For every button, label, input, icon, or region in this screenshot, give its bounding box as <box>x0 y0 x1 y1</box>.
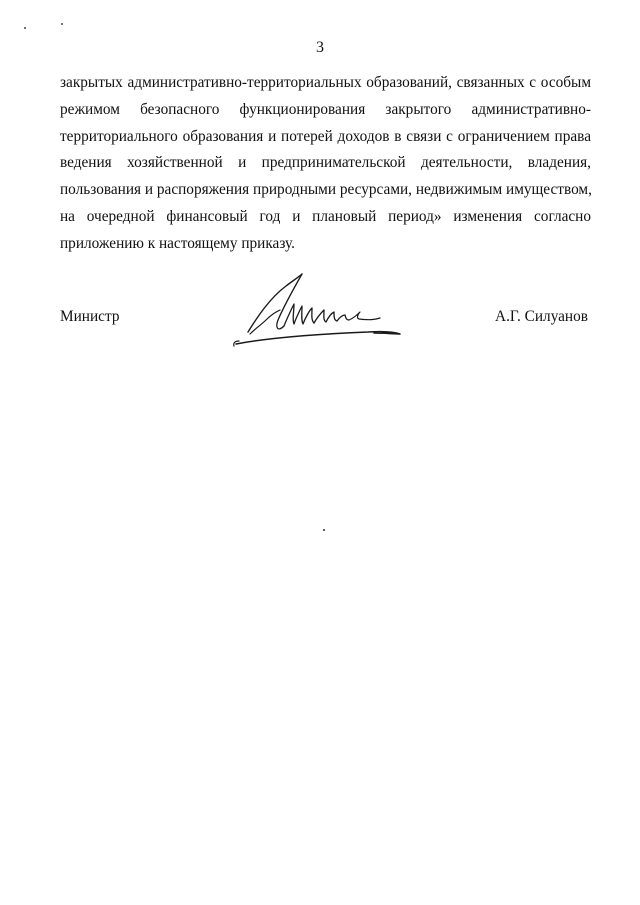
body-line: ведения хозяйственной и предпринимательской деятельности, владения, <box>60 154 591 172</box>
signatory-role: Министр <box>60 308 120 325</box>
body-line: закрытых административно-территориальных образований, связанных с особым <box>60 74 591 91</box>
body-line: территориального образования и потерей доходов в связи с ограничением права <box>60 127 591 145</box>
scan-speck <box>24 27 26 29</box>
body-line: пользования и распоряжения природными ресурсами, недвижимым имуществом, <box>60 181 592 199</box>
scan-speck <box>323 529 325 531</box>
body-paragraph <box>60 70 591 258</box>
body-line: режимом безопасного функционирования закрытого административно- <box>60 100 591 118</box>
signatory-name: А.Г. Силуанов <box>495 308 588 325</box>
scan-speck <box>61 23 63 25</box>
handwritten-signature <box>228 268 408 352</box>
page-number: 3 <box>316 39 324 56</box>
body-line: приложению к настоящему приказу. <box>60 234 295 252</box>
body-line: на очередной финансовый год и плановый период» изменения согласно <box>60 207 591 225</box>
